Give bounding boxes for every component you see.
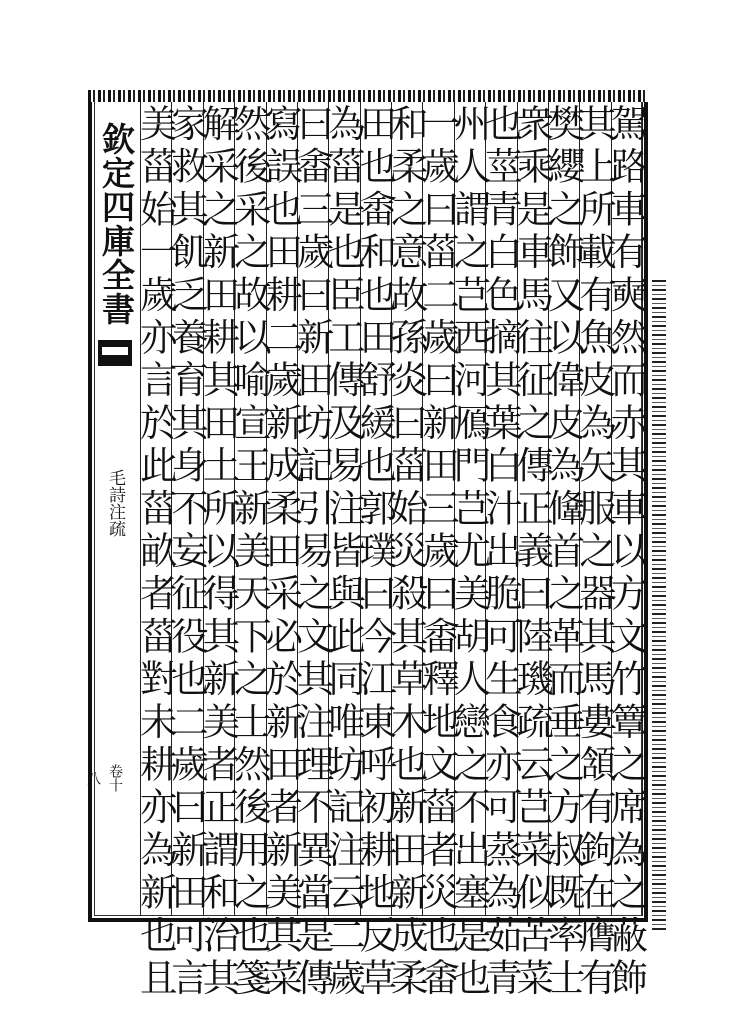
text-column: 為菑是也臣工傳及易注皆與此同唯坊記注云二歲 [321,104,366,1001]
scan-edge-strip [652,280,666,930]
text-column: 一歲曰菑二歲曰新田三歲曰畬釋地文菑者災也畬 [416,104,461,1001]
text-column: 駕路車有奭然而赤其車以方文竹簟之席為之蔽飾 [604,104,649,1001]
book-title: 毛詩注疏 [105,469,125,537]
page-number: 卷十八 [85,764,123,792]
text-column: 解采之新田耕其田土所以得其新美者正謂和治其 [196,104,241,1001]
text-column: 衆乘是車馬往征之傳正義曰陸璣疏云芑菜似苦菜 [510,104,555,1001]
text-column: 田也畬和也田舒緩也郭璞曰今江東呼初耕地反草 [353,104,398,1001]
text-column: 州人謂之芑西河鴈門芑尤美胡人戀之不出塞是也 [447,104,492,1001]
text-column: 和柔之意故孫炎曰菑始災殺其草木也新田新成柔 [384,104,429,1001]
text-column: 也莖青白色摘其葉白汁出脆可生食亦可蒸為茹青 [478,104,523,1001]
top-border-band [88,90,648,102]
fishtail-mark [98,340,132,366]
text-column: 曰畬三歲曰新田坊記引易之文其注理不異當是傳 [290,104,335,1001]
collection-title: 欽定四庫全書 [97,122,136,326]
text-column: 樊纓之飾又以偉皮為鞗首之革而垂之方叔既率士 [541,104,586,1001]
text-column: 其上所載有魚皮為矢服之器其馬婁頷有鉤在膺有 [572,104,617,1001]
text-column: 寫誤也田耕二歲新成柔田采必於新田者新美其菜 [259,104,304,1001]
text-column: 然後采之故以喻宣王新美天下之士然後用之也箋 [227,104,272,1001]
text-column: 美菑始一歲亦言於此菑畝者菑對未耕亦為新也且 [133,104,178,1001]
text-column: 家救其飢乏養育其身不妄征役也二歲曰新田可言 [165,104,210,1001]
